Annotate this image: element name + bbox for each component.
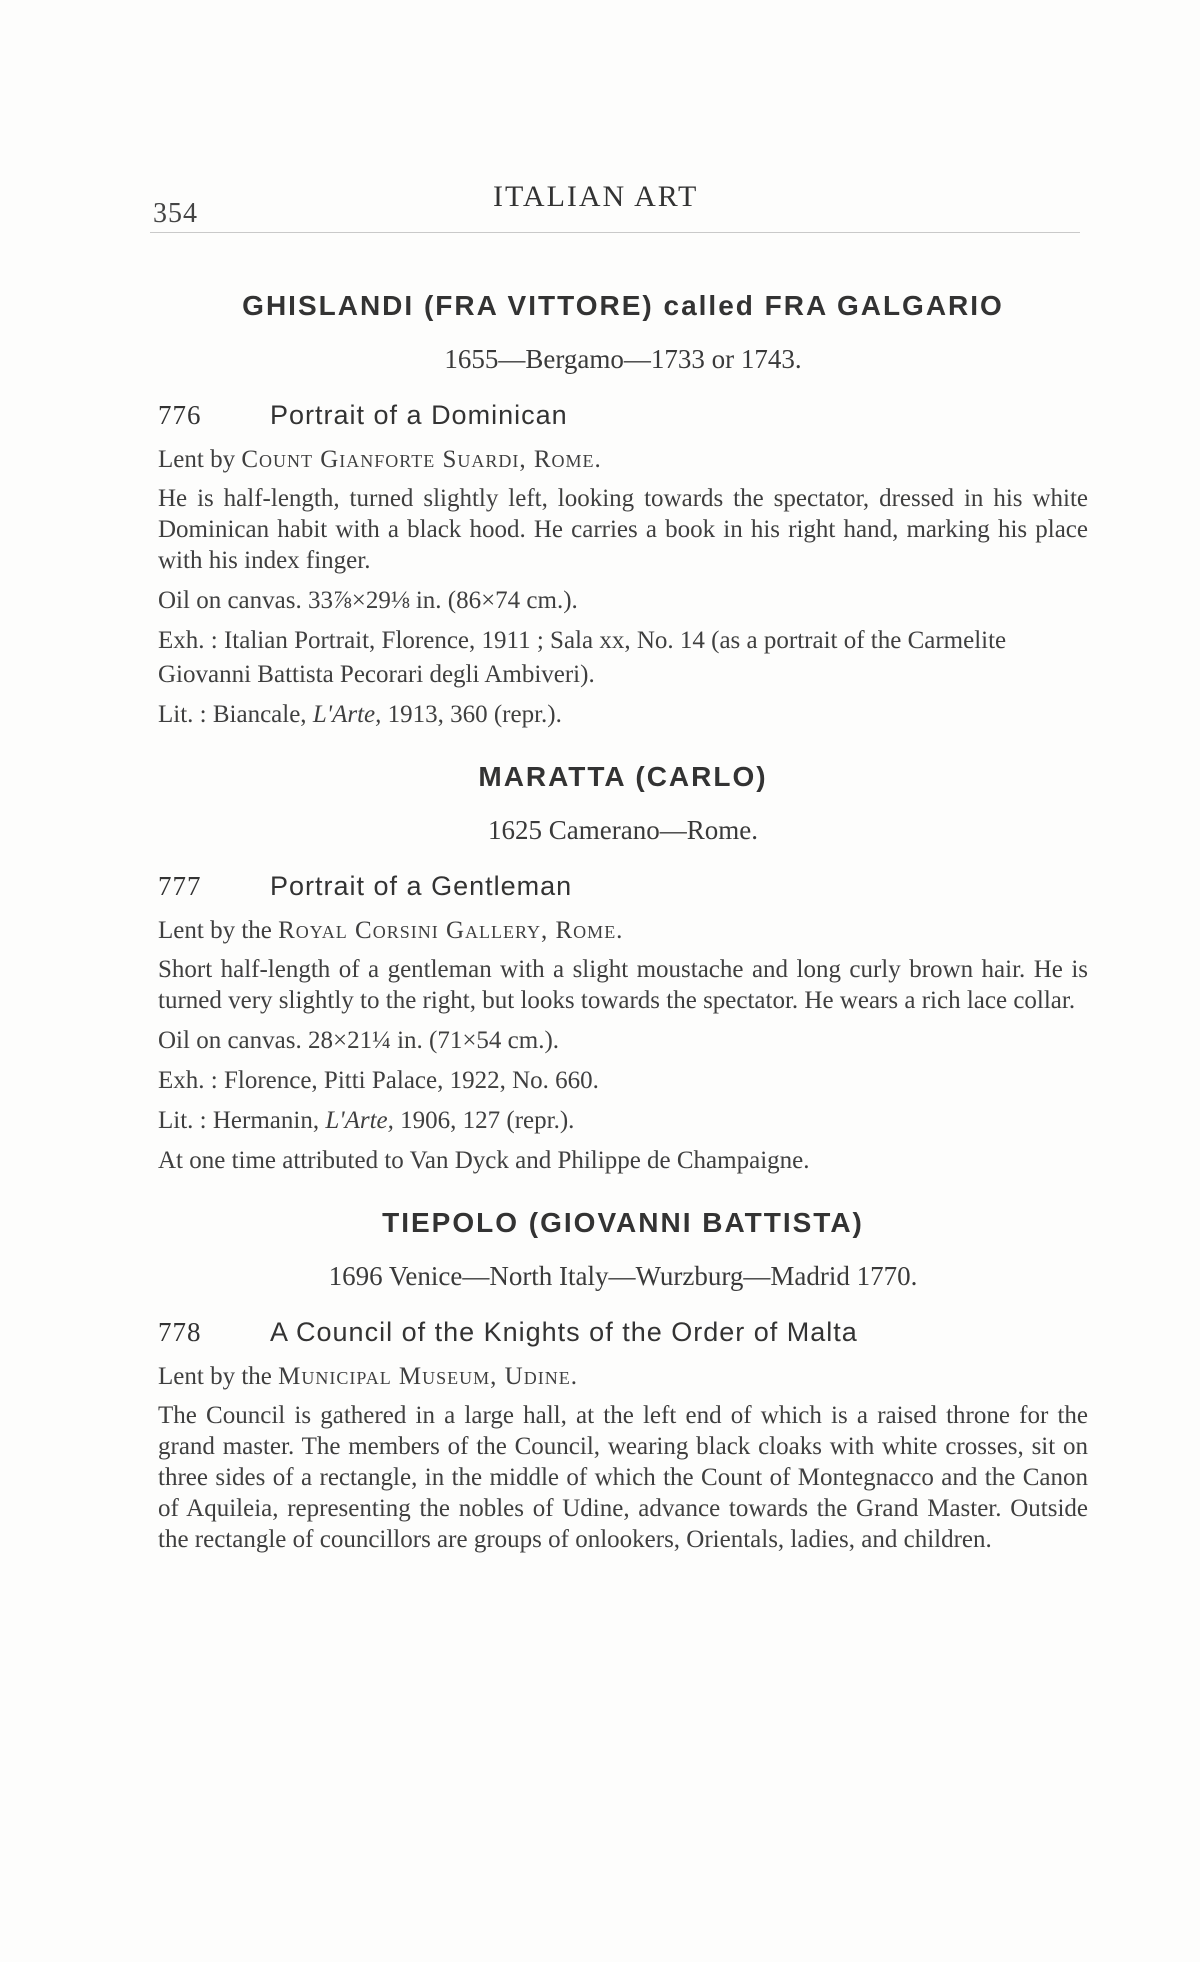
entry-medium: Oil on canvas. 28×21¼ in. (71×54 cm.). [158, 1027, 560, 1054]
artist-name: MARATTA (CARLO) [478, 761, 768, 792]
artist-section-maratta [158, 756, 1088, 1178]
catalogue-content [158, 285, 1088, 1563]
lender-name: Municipal Museum, Udine. [278, 1363, 578, 1390]
entry-title: Portrait of a Gentleman [270, 871, 573, 901]
section-gap [158, 738, 1088, 756]
entry-heading [158, 1312, 1088, 1352]
entry-medium: Oil on canvas. 33⅞×29⅛ in. (86×74 cm.). [158, 587, 578, 614]
literature-prefix: Lit. : Biancale, [158, 701, 307, 728]
artist-dates: 1655—Bergamo—1733 or 1743. [444, 344, 802, 374]
lender-prefix: Lent by the [158, 917, 272, 944]
entry-heading [158, 866, 1088, 906]
entry-number: 778 [158, 1317, 202, 1347]
entry-literature [158, 1104, 1088, 1138]
literature-journal: L'Arte, [312, 701, 382, 728]
entry-literature [158, 698, 1088, 732]
header-rule [150, 232, 1080, 233]
page-number: 354 [153, 198, 198, 229]
literature-prefix: Lit. : Hermanin, [158, 1107, 320, 1134]
entry-title: A Council of the Knights of the Order of Malta [270, 1317, 858, 1347]
lender-name: Royal Corsini Gallery, Rome. [278, 917, 624, 944]
entry-exhibition: Exh. : Florence, Pitti Palace, 1922, No. 660. [158, 1067, 599, 1094]
lender-line [158, 443, 1088, 477]
artist-section-ghislandi [158, 285, 1088, 732]
entry-description: The Council is gathered in a large hall, at the left end of which is a raised throne for the grand master. The members of the Council, wearing black cloaks with white crosses, sit on three sides of a rectangle, in the middle of which the Count of Montegnacco and the Canon of Aquileia, representing the nobles of Udine, advance towards the Grand Master. Outside the rectangle of councillors are groups of onlookers, Orientals, ladies, and children. [158, 1402, 1088, 1553]
running-head: ITALIAN ART [493, 180, 699, 213]
lender-line [158, 914, 1088, 948]
entry-exhibition: Exh. : Italian Portrait, Florence, 1911 ; Sala xx, No. 14 (as a portrait of the Carmelite Giovanni Battista Pecorari degli Ambiveri). [158, 627, 1007, 688]
literature-suffix: 1906, 127 (repr.). [400, 1107, 575, 1134]
entry-heading [158, 395, 1088, 435]
page-header [153, 180, 1078, 230]
entry-title: Portrait of a Dominican [270, 400, 568, 430]
lender-prefix: Lent by the [158, 1363, 272, 1390]
entry-number: 777 [158, 871, 202, 901]
literature-suffix: 1913, 360 (repr.). [387, 701, 562, 728]
artist-dates: 1625 Camerano—Rome. [488, 815, 758, 845]
section-gap [158, 1184, 1088, 1202]
literature-journal: L'Arte, [325, 1107, 394, 1134]
lender-prefix: Lent by [158, 446, 236, 473]
artist-name: TIEPOLO (GIOVANNI BATTISTA) [382, 1207, 864, 1238]
artist-name: GHISLANDI (FRA VITTORE) called FRA GALGARIO [242, 290, 1004, 321]
lender-line [158, 1360, 1088, 1394]
lender-name: Count Gianforte Suardi, Rome. [241, 446, 602, 473]
artist-section-tiepolo [158, 1202, 1088, 1555]
entry-description: Short half-length of a gentleman with a slight moustache and long curly brown hair. He is turned very slightly to the right, but looks towards the spectator. He wears a rich lace collar. [158, 956, 1088, 1014]
entry-note: At one time attributed to Van Dyck and Philippe de Champaigne. [158, 1147, 810, 1174]
entry-description: He is half-length, turned slightly left, looking towards the spectator, dressed in his white Dominican habit with a black hood. He carries a book in his right hand, marking his place with his index finger. [158, 485, 1088, 574]
artist-dates: 1696 Venice—North Italy—Wurzburg—Madrid 1770. [328, 1261, 918, 1291]
entry-number: 776 [158, 400, 202, 430]
